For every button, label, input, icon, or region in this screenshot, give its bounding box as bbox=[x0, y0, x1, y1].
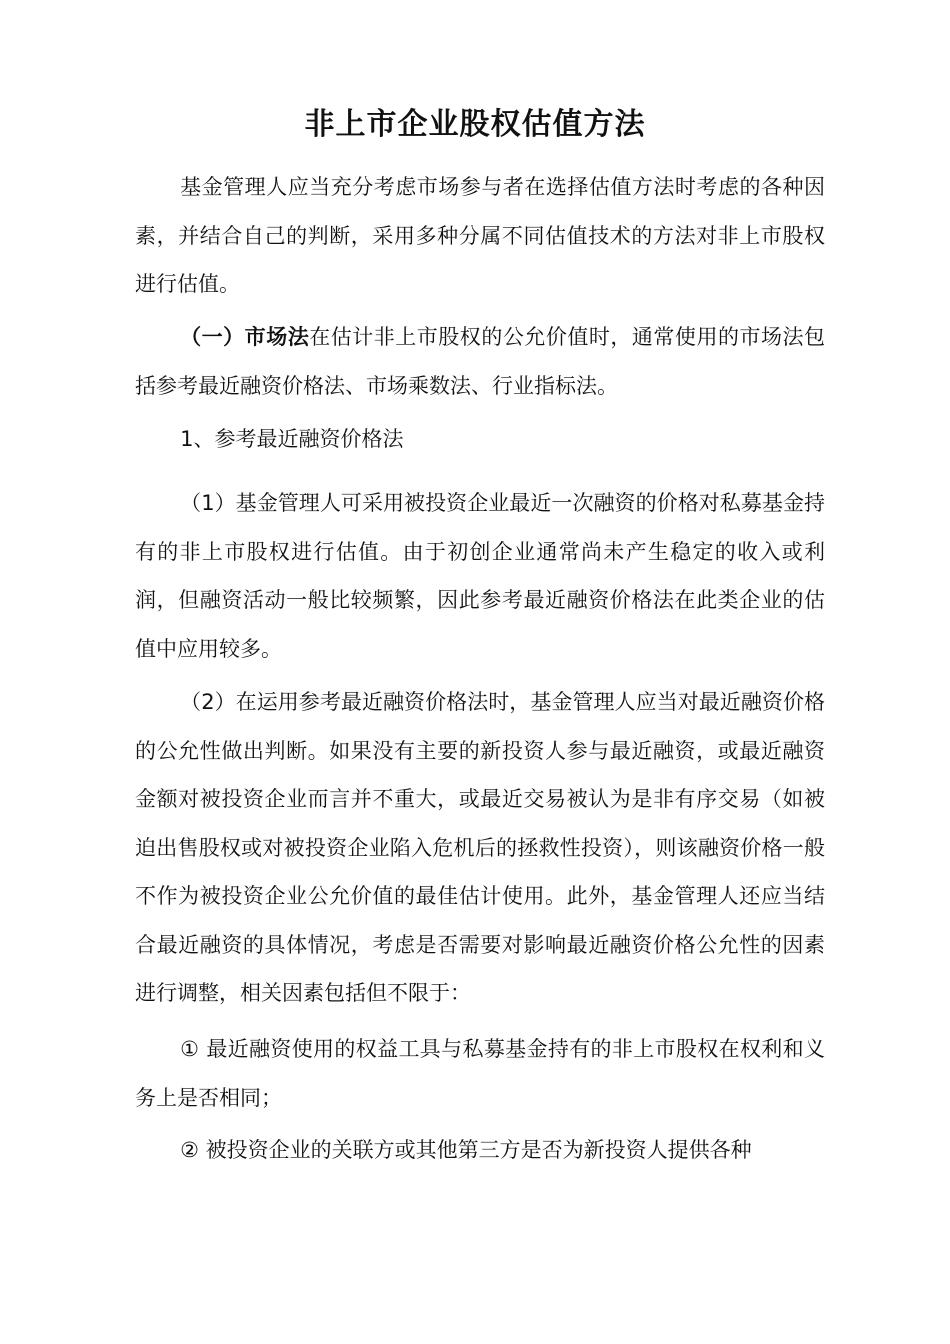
market-method-text: 在估计非上市股权的公允价值时，通常使用的市场法包括参考最近融资价格法、市场乘数法、行业指标法。 bbox=[135, 325, 826, 398]
factor-1-paragraph: ① 最近融资使用的权益工具与私募基金持有的非上市股权在权利和义务上是否相同； bbox=[135, 1037, 825, 1110]
item-2-paragraph: （2）在运用参考最近融资价格法时，基金管理人应当对最近融资价格的公允性做出判断。如果没有主要的新投资人参与最近融资，或最近融资金额对被投资企业而言并不重大，或最近交易被认为是非有序交易（如被迫出售股权或对被投资企业陷入危机后的拯救性投资），则该融资价格一般不作为被投资企业公允价值的最佳估计使用。此外，基金管理人还应当结合最近融资的具体情况，考虑是否需要对影响最近融资价格公允性的因素进行调整，相关因素包括但不限于： bbox=[135, 690, 825, 1005]
market-method-heading: （一）市场法 bbox=[180, 325, 310, 349]
market-method-paragraph bbox=[135, 313, 825, 410]
intro-paragraph: 基金管理人应当充分考虑市场参与者在选择估值方法时考虑的各种因素，并结合自己的判断，采用多种分属不同估值技术的方法对非上市股权进行估值。 bbox=[135, 175, 825, 296]
document-title: 非上市企业股权估值方法 bbox=[304, 107, 646, 142]
section-heading: 1、参考最近融资价格法 bbox=[180, 427, 404, 451]
factor-2-paragraph: ② 被投资企业的关联方或其他第三方是否为新投资人提供各种 bbox=[180, 1138, 752, 1162]
item-1-paragraph: （1）基金管理人可采用被投资企业最近一次融资的价格对私募基金持有的非上市股权进行估值。由于初创企业通常尚未产生稳定的收入或利润，但融资活动一般比较频繁，因此参考最近融资价格法在此类企业的估值中应用较多。 bbox=[135, 491, 825, 661]
